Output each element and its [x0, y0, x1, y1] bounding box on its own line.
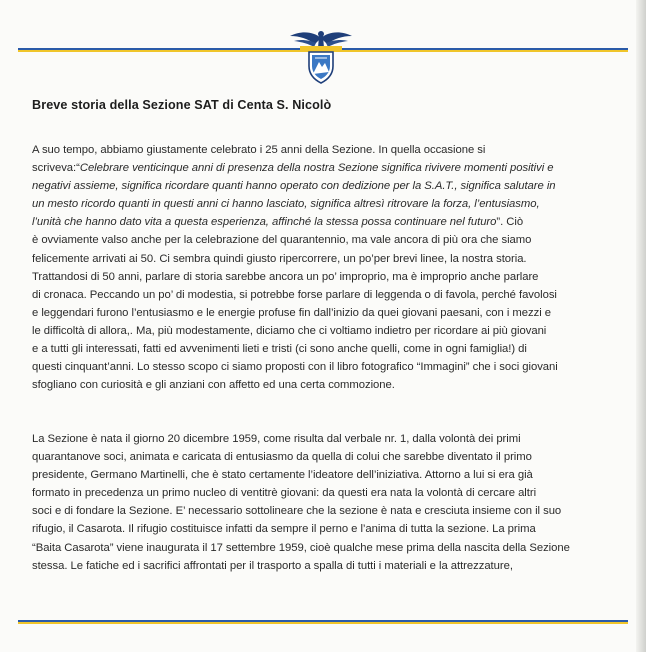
text-line: felicemente arrivati ai 50. Ci sembra quindi giusto ripercorrere, un po’per brevi linee, la nostra storia. [32, 252, 527, 265]
text-line: le difficoltà di allora,. Ma, più modestamente, diciamo che ci voltiamo indietro per ricordare ai più giovani [32, 324, 547, 337]
paragraph-1 [32, 141, 620, 394]
text-line: questi cinquant’anni. Lo stesso scopo ci siamo proposti con il libro fotografico “Immagini” che i soci giovani [32, 361, 558, 374]
text-line: sfogliano con curiosità e gli anziani con affetto ed una certa commozione. [32, 379, 395, 392]
text-line: formato in precedenza un primo nucleo di ventitrè giovani: da questi era nata la volontà di cercare altri [32, 487, 537, 500]
text-line: soci e di fondare la Sezione. E’ necessario sottolineare che la sezione è nata e cresciuta insieme con il suo [32, 505, 562, 518]
text-line: negativi assieme, significa ricordare quanti hanno operato con dedizione per la S.A.T., significa salutare in [32, 180, 556, 193]
text-line: presidente, Germano Martinelli, che è stato certamente l’ideatore dell’iniziativa. Attorno a lui si era già [32, 469, 533, 482]
text-line: un mesto ricordo quanti in questi anni ci hanno lasciato, significa altresì ritrovare la forza, l’entusiasmo, [32, 198, 540, 211]
text-line: di cronaca. Peccando un po’ di modestia, si potrebbe forse parlare di leggenda o di favola, perché favolosi [32, 288, 557, 301]
text-line: scriveva:“Celebrare venticinque anni di presenza della nostra Sezione significa rivivere momenti positivi e [32, 162, 554, 175]
text-line: l’unità che hanno dato vita a questa esperienza, affinché la stessa possa continuare nel futuro”. Ciò [32, 216, 524, 229]
text-line: è ovviamente valso anche per la celebrazione del quarantennio, ma vale ancora di più ora che siamo [32, 234, 532, 247]
sat-eagle-emblem-icon [286, 22, 356, 92]
text-line: A suo tempo, abbiamo giustamente celebrato i 25 anni della Sezione. In quella occasione si [32, 144, 486, 156]
page-title: Breve storia della Sezione SAT di Centa S. Nicolò [32, 98, 332, 112]
text-line: rifugio, il Casarota. Il rifugio costituisce infatti da sempre il perno e l’anima di tutta la sezione. La prima [32, 523, 536, 536]
text-line: e a tutti gli interessati, fatti ed avvenimenti lieti e tristi (ci sono anche quelli, come in ogni famiglia!) di [32, 343, 527, 356]
paragraph-2 [32, 430, 620, 575]
text-line: stessa. Le fatiche ed i sacrifici affrontati per il trasporto a spalla di tutti i materiali e la attrezzature, [32, 559, 513, 572]
text-line: La Sezione è nata il giorno 20 dicembre 1959, come risulta dal verbale nr. 1, dalla volontà dei primi [32, 433, 521, 445]
page-edge-shadow [636, 0, 646, 652]
text-line: quarantanove soci, animata e caricata di entusiasmo da quella di colui che sarebbe diventato il primo [32, 451, 532, 464]
bottom-rule [18, 620, 628, 624]
text-line: e leggendari furono l’entusiasmo e le energie profuse fin dall’inizio da quei giovani paesani, con i mezzi e [32, 306, 551, 319]
text-line: Trattandosi di 50 anni, parlare di storia sarebbe ancora un po’ improprio, ma è improprio anche parlare [32, 270, 539, 283]
text-line: “Baita Casarota” viene inaugurata il 17 settembre 1959, cioè qualche mese prima della nascita della Sezione [32, 541, 570, 554]
